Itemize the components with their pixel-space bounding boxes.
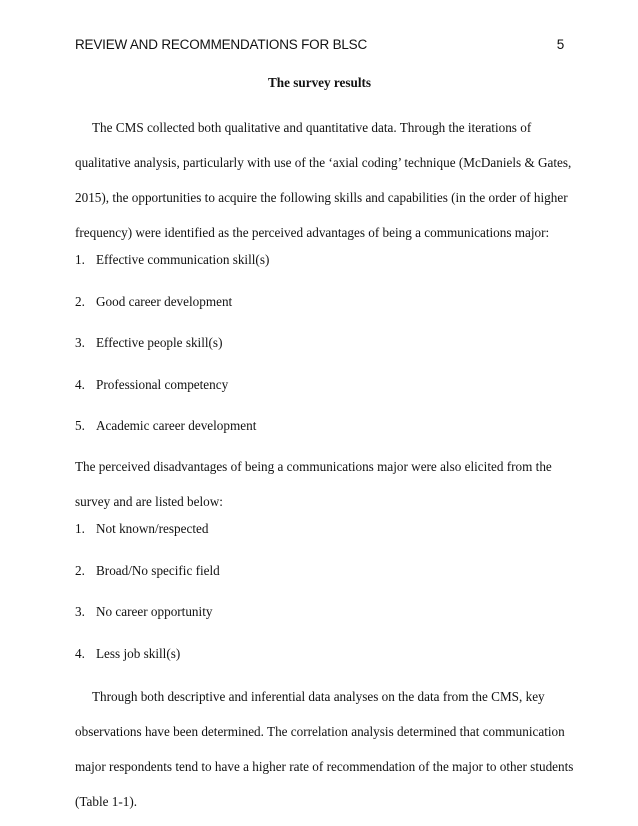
list-item — [75, 641, 564, 683]
list-item-number: 4. — [75, 376, 85, 392]
paragraph-line: The CMS collected both qualitative and quantitative data. Through the iterations of — [92, 120, 532, 135]
running-head — [75, 37, 564, 52]
list-item — [75, 247, 564, 289]
section-heading: The survey results — [267, 75, 372, 90]
list-item — [75, 558, 564, 600]
running-title: REVIEW AND RECOMMENDATIONS FOR BLSC — [75, 37, 368, 52]
conclusion-paragraph — [75, 679, 574, 819]
list-item-number: 1. — [75, 520, 85, 536]
list-item-text: No career opportunity — [96, 604, 213, 620]
body-text — [75, 70, 574, 819]
list-item-number: 5. — [75, 418, 85, 434]
list-item-text: Academic career development — [96, 418, 257, 434]
paragraph-line: The perceived disadvantages of being a communications major were also elicited from the — [75, 458, 552, 474]
paragraph-line: qualitative analysis, particularly with use of the ‘axial coding’ technique (McDaniels & Gates, — [75, 155, 572, 170]
list-item — [75, 330, 564, 372]
list-item-text: Effective communication skill(s) — [96, 252, 270, 267]
disadvantages-list — [75, 516, 564, 682]
list-item-number: 3. — [75, 604, 85, 620]
list-item — [75, 516, 564, 558]
paragraph-line: Through both descriptive and inferential data analyses on the data from the CMS, key — [92, 689, 545, 705]
advantages-list — [75, 247, 564, 455]
list-item — [75, 372, 564, 414]
page-number: 5 — [556, 37, 564, 52]
list-item-text: Not known/respected — [96, 520, 209, 536]
intro-paragraph — [75, 110, 572, 250]
list-item-text: Less job skill(s) — [96, 645, 181, 661]
paragraph-line: observations have been determined. The correlation analysis determined that communication — [75, 724, 565, 740]
list-item-number: 2. — [75, 562, 85, 578]
list-item-number: 1. — [75, 252, 85, 267]
list-item-number: 4. — [75, 645, 85, 661]
paragraph-line: 2015), the opportunities to acquire the following skills and capabilities (in the order of higher — [75, 190, 568, 205]
list-item-text: Good career development — [96, 293, 233, 309]
paragraph-line: frequency) were identified as the perceived advantages of being a communications major: — [75, 225, 550, 240]
paragraph-line: major respondents tend to have a higher rate of recommendation of the major to other students — [75, 759, 574, 775]
list-item-text: Professional competency — [96, 376, 229, 392]
list-item — [75, 599, 564, 641]
paragraph-line: (Table 1-1). — [75, 794, 138, 810]
list-item-text: Effective people skill(s) — [96, 335, 223, 351]
disadvantages-paragraph — [75, 449, 564, 519]
paragraph-line: survey and are listed below: — [75, 493, 223, 509]
list-item-number: 3. — [75, 335, 85, 351]
list-item — [75, 289, 564, 331]
list-item-text: Broad/No specific field — [96, 562, 220, 578]
list-item-number: 2. — [75, 293, 85, 309]
